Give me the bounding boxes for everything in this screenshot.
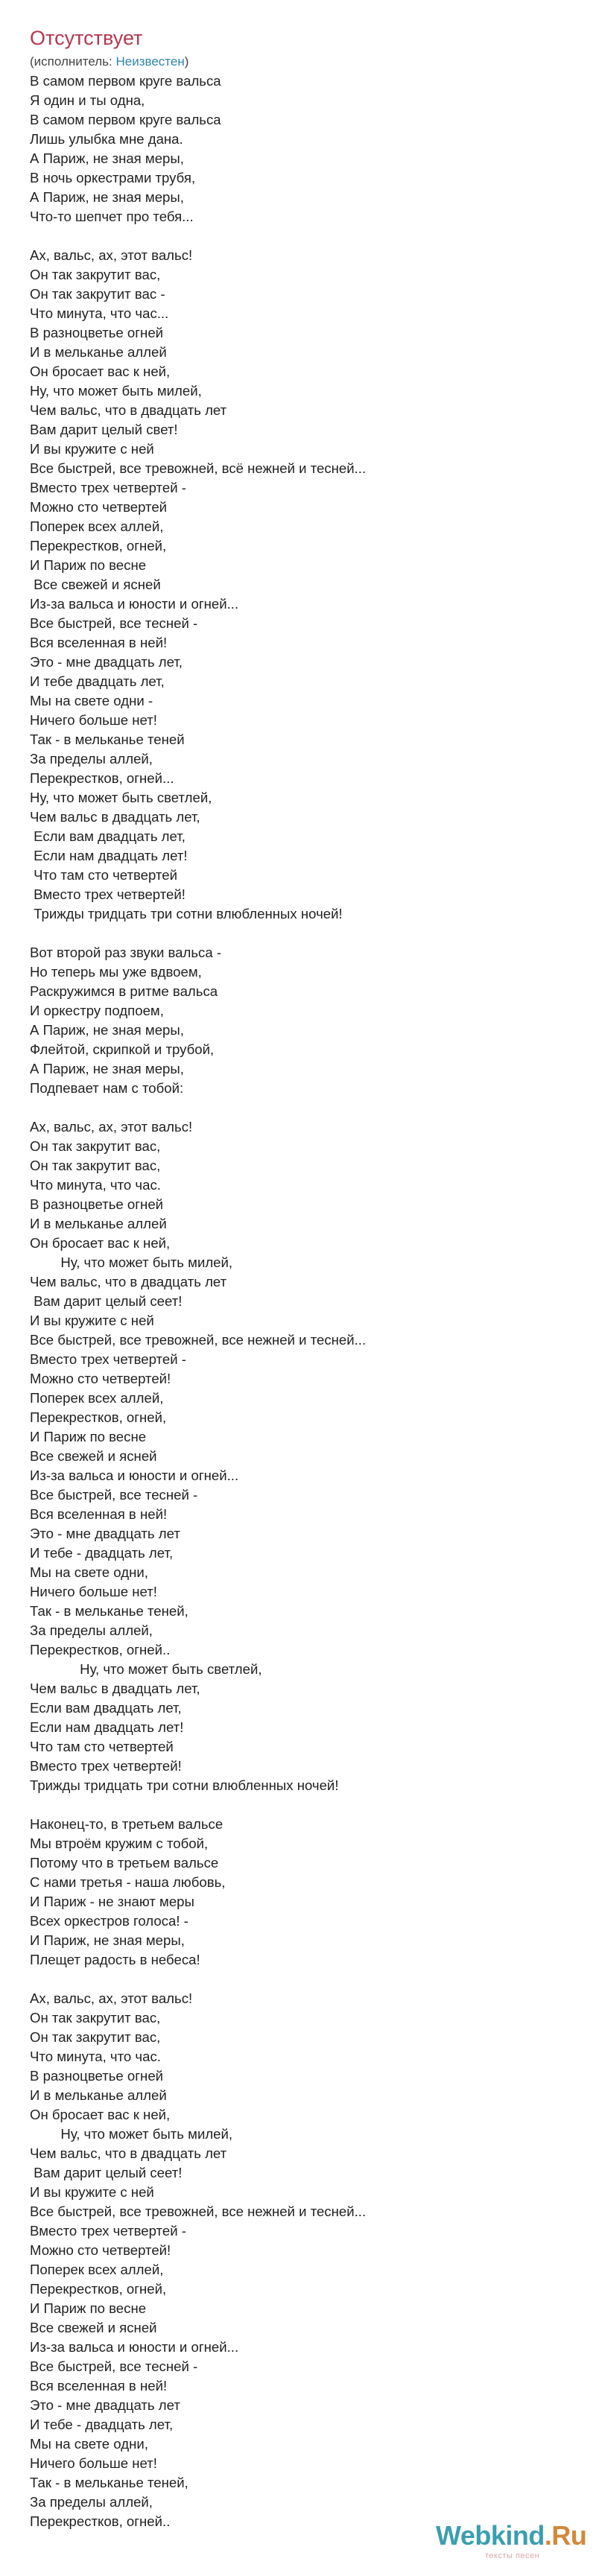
lyric-line: Из-за вальса и юности и огней... bbox=[30, 596, 239, 612]
lyric-line: Все быстрей, все тревожней, всё нежней и тесней... bbox=[30, 460, 367, 476]
lyric-line: Если вам двадцать лет, bbox=[30, 1700, 182, 1716]
lyric-line: Можно сто четвертей! bbox=[30, 2242, 171, 2258]
lyric-line: В разноцветье огней bbox=[30, 325, 164, 340]
lyric-line: С нами третья - наша любовь, bbox=[30, 1874, 226, 1890]
lyric-line: Так - в мельканье теней bbox=[30, 732, 185, 747]
lyric-line: Поперек всех аллей, bbox=[30, 1390, 164, 1406]
lyric-line: Перекрестков, огней.. bbox=[30, 1642, 171, 1657]
lyric-line: Что там сто четвертей bbox=[30, 1739, 174, 1754]
logo-tagline: тексты песен bbox=[485, 2551, 540, 2560]
lyric-line: В самом первом круге вальса bbox=[30, 73, 221, 89]
lyric-line: Что минута, что час. bbox=[30, 2049, 161, 2064]
lyric-line: Мы на свете одни, bbox=[30, 1564, 148, 1580]
lyric-line: Ну, что может быть милей, bbox=[30, 2126, 233, 2142]
artist-line bbox=[30, 54, 188, 70]
lyric-line: А Париж, не зная меры, bbox=[30, 150, 184, 166]
lyric-line: Что минута, что час. bbox=[30, 1177, 161, 1193]
lyric-line: Так - в мельканье теней, bbox=[30, 1603, 188, 1619]
lyric-line: Я один и ты одна, bbox=[30, 92, 145, 108]
lyric-line: Ну, что может быть милей, bbox=[30, 1254, 233, 1270]
lyric-line: Что-то шепчет про тебя... bbox=[30, 209, 194, 224]
lyric-line: Он так закрутит вас, bbox=[30, 1158, 161, 1173]
lyric-line: И Париж по весне bbox=[30, 2300, 147, 2316]
lyric-line: Лишь улыбка мне дана. bbox=[30, 131, 183, 147]
lyric-line: Вся вселенная в ней! bbox=[30, 1506, 168, 1522]
artist-suffix: ) bbox=[184, 54, 189, 69]
lyric-line: Трижды тридцать три сотни влюбленных ночей! bbox=[30, 1777, 339, 1793]
lyric-line: Поперек всех аллей, bbox=[30, 2262, 164, 2277]
lyric-line: Если нам двадцать лет! bbox=[30, 1719, 184, 1735]
lyric-line: Мы на свете одни - bbox=[30, 693, 153, 708]
stanza-break bbox=[30, 1970, 581, 1989]
lyric-line: И вы кружите с ней bbox=[30, 2184, 154, 2200]
lyric-line: Ничего больше нет! bbox=[30, 1584, 157, 1599]
lyric-line: И тебе - двадцать лет, bbox=[30, 1545, 174, 1561]
lyric-line: Ах, вальс, ах, этот вальс! bbox=[30, 247, 193, 263]
lyric-line: Вот второй раз звуки вальса - bbox=[30, 945, 222, 960]
logo-wordmark bbox=[436, 2519, 586, 2552]
artist-prefix: (исполнитель: bbox=[30, 54, 116, 69]
lyric-line: И вы кружите с ней bbox=[30, 1313, 154, 1328]
stanza-break bbox=[30, 226, 581, 246]
lyric-line: За пределы аллей, bbox=[30, 2494, 153, 2510]
lyric-line: Что минута, что час... bbox=[30, 305, 169, 321]
lyric-line: И Париж - не знают меры bbox=[30, 1894, 194, 1909]
lyric-line: Можно сто четвертей bbox=[30, 499, 168, 515]
lyric-line: И оркестру подпоем, bbox=[30, 1003, 164, 1018]
stanza-break bbox=[30, 924, 581, 943]
lyric-line: Перекрестков, огней... bbox=[30, 770, 174, 786]
lyric-line: Он так закрутит вас, bbox=[30, 1138, 161, 1154]
lyric-line: Чем вальс в двадцать лет, bbox=[30, 809, 200, 825]
lyric-line: И в мельканье аллей bbox=[30, 344, 167, 360]
lyric-line: Вам дарит целый свет! bbox=[30, 422, 178, 437]
lyric-line: Мы втроём кружим с тобой, bbox=[30, 1836, 209, 1851]
lyric-line: Флейтой, скрипкой и трубой, bbox=[30, 1041, 215, 1057]
lyric-line: И тебе - двадцать лет, bbox=[30, 2417, 174, 2432]
lyric-line: Ну, что может быть светлей, bbox=[30, 790, 212, 805]
lyric-line: Потому что в третьем вальсе bbox=[30, 1855, 219, 1871]
lyric-line: И Париж, не зная меры, bbox=[30, 1932, 185, 1948]
lyric-line: Плещет радость в небеса! bbox=[30, 1952, 200, 1967]
lyric-line: Все быстрей, все тревожней, все нежней и тесней... bbox=[30, 1332, 367, 1348]
lyric-line: В самом первом круге вальса bbox=[30, 112, 221, 127]
lyric-line: Что там сто четвертей bbox=[30, 867, 177, 883]
lyric-line: Все свежей и ясней bbox=[30, 2320, 157, 2335]
lyric-line: Это - мне двадцать лет bbox=[30, 2397, 180, 2413]
lyric-line: В разноцветье огней bbox=[30, 2068, 164, 2084]
lyric-line: Перекрестков, огней, bbox=[30, 2281, 167, 2297]
lyric-line: Наконец-то, в третьем вальсе bbox=[30, 1816, 224, 1832]
lyric-line: Это - мне двадцать лет bbox=[30, 1526, 180, 1541]
logo-suffix: .Ru bbox=[544, 2520, 587, 2551]
lyric-line: Ах, вальс, ах, этот вальс! bbox=[30, 1990, 193, 2006]
lyric-line: Вместо трех четвертей! bbox=[30, 1758, 182, 1774]
lyric-line: Так - в мельканье теней, bbox=[30, 2475, 188, 2490]
lyric-line: Ничего больше нет! bbox=[30, 712, 157, 728]
lyric-line: Вам дарит целый сеет! bbox=[30, 1293, 183, 1309]
lyric-line: Мы на свете одни, bbox=[30, 2436, 148, 2452]
song-title: Отсутствует bbox=[30, 27, 143, 49]
lyric-line: А Париж, не зная меры, bbox=[30, 189, 184, 205]
lyric-line: Чем вальс, что в двадцать лет bbox=[30, 402, 227, 418]
lyric-line: Он бросает вас к ней, bbox=[30, 1235, 171, 1251]
lyric-line: Он бросает вас к ней, bbox=[30, 364, 171, 379]
lyric-line: Вся вселенная в ней! bbox=[30, 635, 168, 650]
lyric-line: Раскружимся в ритме вальса bbox=[30, 983, 218, 999]
lyric-line: Из-за вальса и юности и огней... bbox=[30, 2339, 239, 2355]
artist-link[interactable]: Неизвестен bbox=[115, 54, 185, 69]
lyric-line: Перекрестков, огней, bbox=[30, 538, 167, 553]
lyric-line: Вместо трех четвертей - bbox=[30, 2223, 186, 2239]
lyric-line: Он так закрутит вас, bbox=[30, 2029, 161, 2045]
lyric-line: Чем вальс, что в двадцать лет bbox=[30, 2145, 227, 2161]
lyric-line: В ночь оркестрами трубя, bbox=[30, 170, 196, 185]
lyric-line: Все свежей и ясней bbox=[30, 577, 161, 592]
lyric-line: Перекрестков, огней, bbox=[30, 1409, 167, 1425]
lyrics-body bbox=[30, 72, 581, 2531]
lyric-line: Всех оркестров голоса! - bbox=[30, 1913, 188, 1929]
lyric-line: Ну, что может быть милей, bbox=[30, 383, 202, 399]
lyric-line: Все свежей и ясней bbox=[30, 1448, 157, 1464]
lyric-line: Если вам двадцать лет, bbox=[30, 828, 186, 844]
lyric-line: Чем вальс, что в двадцать лет bbox=[30, 1274, 227, 1289]
lyric-line: Он так закрутит вас - bbox=[30, 286, 165, 302]
lyric-line: И Париж по весне bbox=[30, 557, 147, 573]
lyric-line: Он так закрутит вас, bbox=[30, 2010, 161, 2025]
lyric-line: Вместо трех четвертей! bbox=[30, 886, 186, 902]
lyric-line: За пределы аллей, bbox=[30, 751, 153, 767]
lyric-line: Если нам двадцать лет! bbox=[30, 848, 188, 863]
lyric-line: И в мельканье аллей bbox=[30, 1216, 167, 1231]
lyric-line: Ну, что может быть светлей, bbox=[30, 1661, 262, 1677]
lyric-line: Можно сто четвертей! bbox=[30, 1371, 171, 1386]
lyric-line: И Париж по весне bbox=[30, 1429, 147, 1444]
lyric-line: Ничего больше нет! bbox=[30, 2455, 157, 2471]
lyric-line: Вся вселенная в ней! bbox=[30, 2378, 168, 2393]
lyric-line: Подпевает нам с тобой: bbox=[30, 1080, 184, 1096]
stanza-break bbox=[30, 1795, 581, 1815]
webkind-logo[interactable] bbox=[436, 2519, 585, 2567]
lyric-line: Чем вальс в двадцать лет, bbox=[30, 1681, 200, 1696]
lyric-line: Вам дарит целый сеет! bbox=[30, 2165, 183, 2180]
lyric-line: Все быстрей, все тревожней, все нежней и тесней... bbox=[30, 2204, 367, 2219]
lyric-line: Вместо трех четвертей - bbox=[30, 480, 186, 495]
lyric-line: Но теперь мы уже вдвоем, bbox=[30, 964, 202, 980]
stanza-break bbox=[30, 1098, 581, 1117]
lyric-line: Из-за вальса и юности и огней... bbox=[30, 1468, 239, 1483]
lyric-line: И в мельканье аллей bbox=[30, 2087, 167, 2103]
lyric-line: Перекрестков, огней.. bbox=[30, 2513, 171, 2529]
lyric-line: В разноцветье огней bbox=[30, 1196, 164, 1212]
lyric-line: Поперек всех аллей, bbox=[30, 518, 164, 534]
lyric-line: Все быстрей, все тесней - bbox=[30, 1487, 198, 1503]
lyric-line: А Париж, не зная меры, bbox=[30, 1022, 184, 1038]
lyric-line: Все быстрей, все тесней - bbox=[30, 2358, 198, 2374]
lyric-line: Он так закрутит вас, bbox=[30, 267, 161, 282]
lyric-line: Это - мне двадцать лет, bbox=[30, 654, 183, 670]
lyric-line: И вы кружите с ней bbox=[30, 441, 154, 457]
lyric-line: Трижды тридцать три сотни влюбленных ночей! bbox=[30, 906, 343, 921]
lyric-line: А Париж, не зная меры, bbox=[30, 1061, 184, 1076]
lyric-line: Он бросает вас к ней, bbox=[30, 2107, 171, 2122]
lyric-line: И тебе двадцать лет, bbox=[30, 673, 165, 689]
logo-main-text: Webkind bbox=[436, 2520, 545, 2551]
lyric-line: За пределы аллей, bbox=[30, 1622, 153, 1638]
lyric-line: Все быстрей, все тесней - bbox=[30, 615, 198, 631]
lyric-line: Ах, вальс, ах, этот вальс! bbox=[30, 1119, 193, 1135]
lyric-line: Вместо трех четвертей - bbox=[30, 1351, 186, 1367]
